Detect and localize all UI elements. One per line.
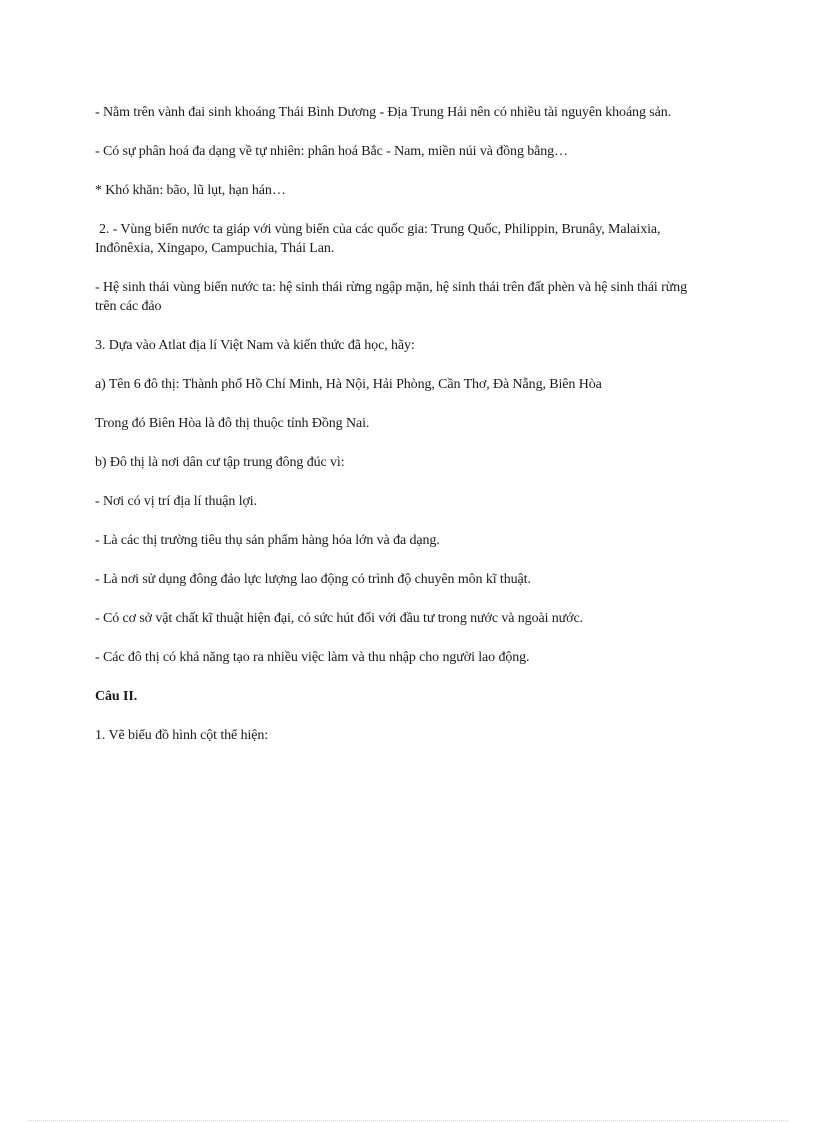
paragraph-location: - Nơi có vị trí địa lí thuận lợi. <box>95 494 257 509</box>
paragraph-sea-ecosystems: - Hệ sinh thái vùng biển nước ta: hệ sinh thái rừng ngập mặn, hệ sinh thái trên đất phèn và hệ sinh thái rừng trên các đảo <box>95 280 687 314</box>
page-bottom-divider <box>28 1120 788 1121</box>
paragraph-bien-hoa: Trong đó Biên Hòa là đô thị thuộc tỉnh Đồng Nai. <box>95 416 370 431</box>
paragraph-draw-chart: 1. Vẽ biểu đồ hình cột thể hiện: <box>95 728 269 743</box>
paragraph-labor: - Là nơi sử dụng đông đảo lực lượng lao động có trình độ chuyên môn kĩ thuật. <box>95 572 531 587</box>
paragraph-question-3: 3. Dựa vào Atlat địa lí Việt Nam và kiến thức đã học, hãy: <box>95 338 415 353</box>
paragraph-difficulties: * Khó khăn: bão, lũ lụt, hạn hán… <box>95 183 286 198</box>
paragraph-jobs: - Các đô thị có khả năng tạo ra nhiều việc làm và thu nhập cho người lao động. <box>95 650 530 665</box>
section-heading: Câu II. <box>95 689 138 704</box>
paragraph-six-cities: a) Tên 6 đô thị: Thành phố Hồ Chí Minh, Hà Nội, Hải Phòng, Cần Thơ, Đà Nẵng, Biên Hòa <box>95 377 602 392</box>
paragraph-urban-density: b) Đô thị là nơi dân cư tập trung đông đúc vì: <box>95 455 345 470</box>
paragraph-mineral-resources: - Nằm trên vành đai sinh khoáng Thái Bình Dương - Địa Trung Hải nên có nhiều tài nguyên khoáng sản. <box>95 105 672 120</box>
paragraph-markets: - Là các thị trường tiêu thụ sản phẩm hàng hóa lớn và đa dạng. <box>95 533 440 548</box>
document-body <box>95 103 695 765</box>
paragraph-infrastructure: - Có cơ sở vật chất kĩ thuật hiện đại, có sức hút đối với đầu tư trong nước và ngoài nước. <box>95 611 583 626</box>
paragraph-natural-differentiation: - Có sự phân hoá đa dạng về tự nhiên: phân hoá Bắc - Nam, miền núi và đồng bằng… <box>95 144 568 159</box>
paragraph-sea-borders: 2. - Vùng biển nước ta giáp với vùng biển của các quốc gia: Trung Quốc, Philippin, Brunây, Malaixia, Inđônêxia, Xingapo, Campuchia, Thái Lan. <box>95 222 661 256</box>
